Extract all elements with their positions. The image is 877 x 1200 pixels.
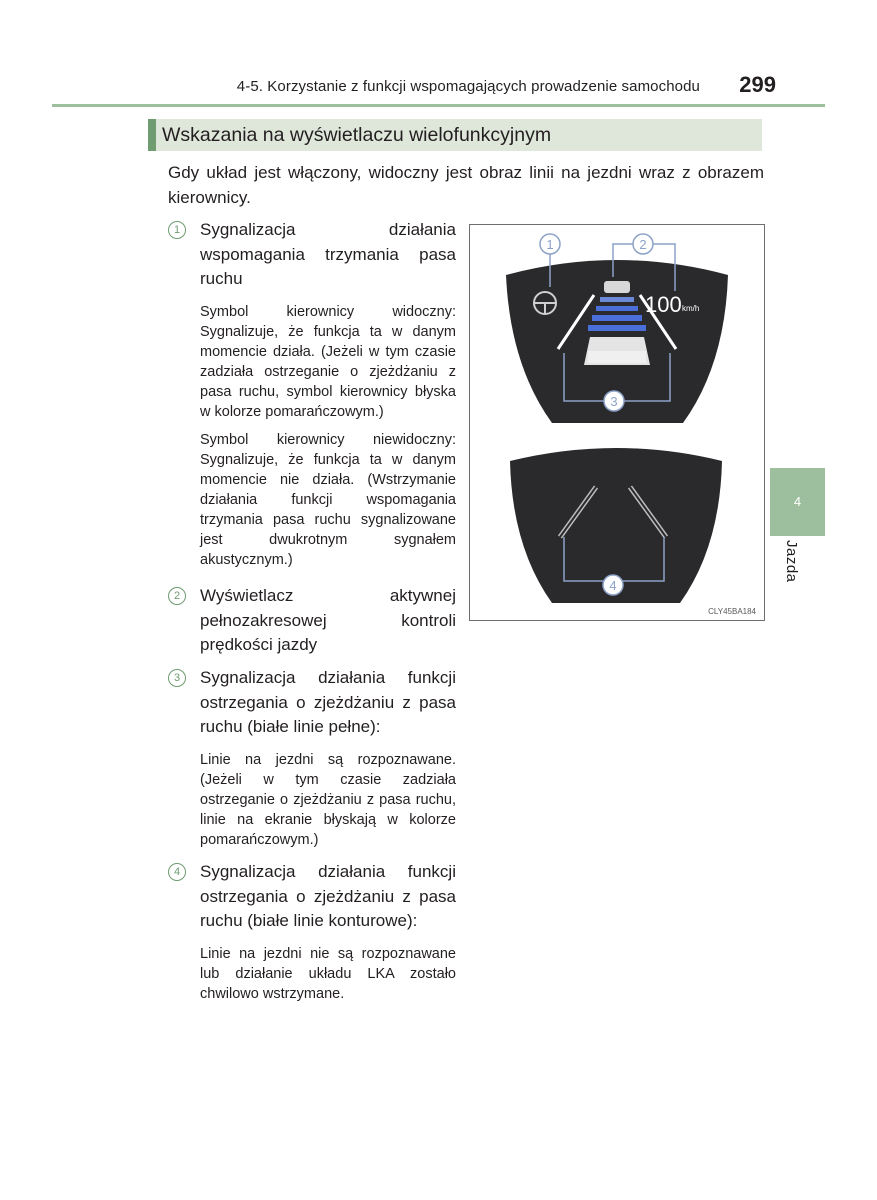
- display-illustration: [469, 224, 765, 621]
- section-heading: [148, 119, 762, 151]
- svg-text:1: 1: [546, 237, 554, 252]
- display-diagram: [470, 225, 764, 620]
- svg-text:3: 3: [610, 394, 618, 409]
- item-title: Wyświetlacz aktywnej pełnozakresowej kontroli prędkości jazdy: [200, 586, 456, 654]
- item-number: 1: [168, 221, 186, 239]
- chapter-label: Jazda: [783, 540, 800, 583]
- item-paragraph: Symbol kierownicy widoczny: Sygnalizuje, że funkcja ta w danym momencie działa. (Jeżeli w tym czasie zadziała ostrzeganie o zjeżdżaniu z pasa ruchu, symbol kierownicy błyska w kolorze pomarańczowym.): [200, 303, 456, 420]
- speed-value: 100: [645, 292, 682, 317]
- item-number: 4: [168, 863, 186, 881]
- svg-text:2: 2: [639, 237, 647, 252]
- list-item: [168, 218, 456, 578]
- item-title: Sygnalizacja działania wspomagania trzymania pasa ruchu: [200, 220, 456, 288]
- page-number: 299: [739, 72, 776, 97]
- header-rule: [52, 104, 825, 107]
- chapter-number: 4: [793, 494, 802, 509]
- lead-vehicle-icon: [604, 281, 630, 293]
- item-title: Sygnalizacja działania funkcji ostrzegania o zjeżdżaniu z pasa ruchu (białe linie pełne):: [200, 668, 456, 736]
- item-paragraph: Linie na jezdni nie są rozpoznawane lub działanie układu LKA zostało chwilowo wstrzymane.: [200, 945, 456, 1002]
- item-number: 3: [168, 669, 186, 687]
- item-description: [200, 944, 456, 1004]
- list-item: [168, 666, 456, 858]
- speed-unit: km/h: [682, 304, 700, 313]
- list-item: [168, 584, 456, 658]
- heading-accent-bar: [148, 119, 156, 151]
- item-title: Sygnalizacja działania funkcji ostrzegania o zjeżdżaniu z pasa ruchu (białe linie konturowe):: [200, 862, 456, 930]
- own-vehicle-icon: [584, 337, 650, 365]
- item-description: [200, 302, 456, 570]
- svg-text:4: 4: [609, 578, 617, 593]
- item-number: 2: [168, 587, 186, 605]
- chapter-tab: [770, 468, 825, 536]
- running-header: 4-5. Korzystanie z funkcji wspomagających prowadzenie samochodu: [236, 78, 700, 95]
- item-paragraph: Symbol kierownicy niewidoczny: Sygnalizuje, że funkcja ta w danym momencie nie działa. (Wstrzymanie działania funkcji wspomagania trzymania pasa ruchu sygnalizowane jest dwukrotnym sygnałem akustycznym.): [200, 431, 456, 568]
- intro-paragraph: Gdy układ jest włączony, widoczny jest obraz linii na jezdni wraz z obrazem kierownicy.: [168, 163, 764, 207]
- item-description: [200, 750, 456, 850]
- section-heading-text: Wskazania na wyświetlaczu wielofunkcyjnym: [162, 124, 552, 146]
- figure-code: CLY45BA184: [708, 607, 756, 616]
- list-item: [168, 860, 456, 1012]
- item-paragraph: Linie na jezdni są rozpoznawane. (Jeżeli w tym czasie zadziała ostrzeganie o zjeżdżaniu z pasa ruchu, linie na ekranie błyskają w kolorze pomarańczowym.): [200, 751, 456, 848]
